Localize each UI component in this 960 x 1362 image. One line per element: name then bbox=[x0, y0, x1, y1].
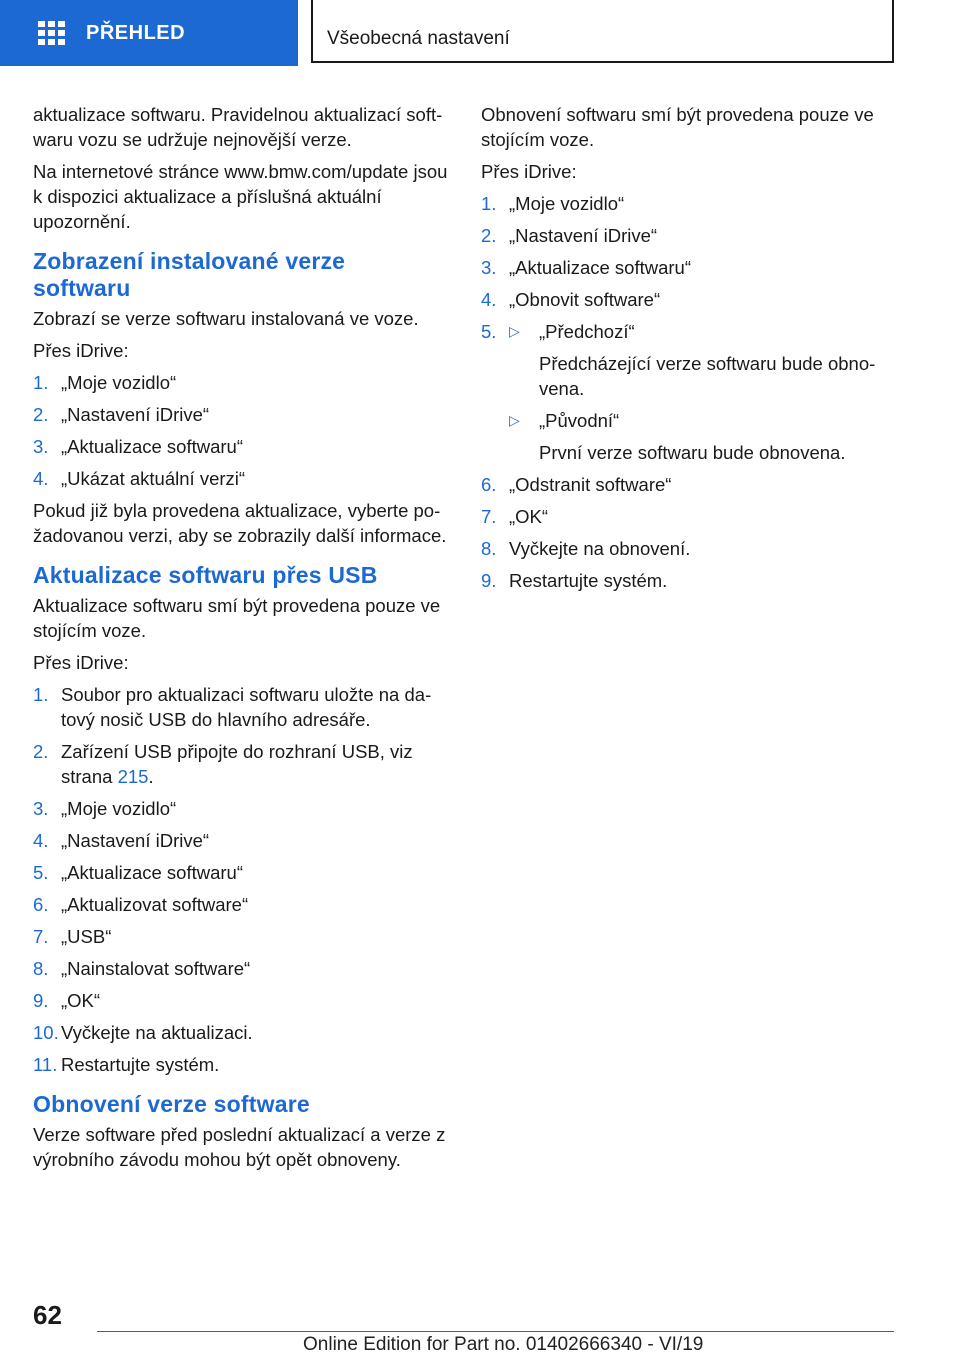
left-column bbox=[33, 102, 448, 1179]
paragraph: Aktualizace softwaru smí být provedena pouze ve stojícím voze. bbox=[33, 595, 441, 641]
option-sublist bbox=[509, 319, 891, 465]
list-item: 8. „Nainstalovat software“ bbox=[33, 958, 251, 979]
list-item: 10. Vyčkejte na aktualizaci. bbox=[33, 1022, 253, 1043]
list-item: 5. „Aktualizace softwaru“ bbox=[33, 862, 243, 883]
list-item: 9. „OK“ bbox=[33, 990, 101, 1011]
list-item: 7. „USB“ bbox=[33, 926, 112, 947]
list-item: 2. Zařízení USB připojte do rozhraní USB, viz strana 215. bbox=[33, 741, 413, 787]
paragraph: Na internetové stránce www.bmw.com/update jsou k dispozici aktualizace a příslušná aktuální upozornění. bbox=[33, 161, 448, 232]
list-item: 3. „Aktualizace softwaru“ bbox=[481, 257, 691, 278]
paragraph: Přes iDrive: bbox=[33, 340, 129, 361]
list-item: 6. „Aktualizovat software“ bbox=[33, 894, 249, 915]
overview-nav-button[interactable] bbox=[0, 0, 298, 66]
list-item: 3. „Aktualizace softwaru“ bbox=[33, 436, 243, 457]
paragraph: Verze software před poslední aktualizací a verze z výrobního závodu mohou být opět obnoveny. bbox=[33, 1124, 446, 1170]
sublist-item: ▷ „Původní“ První verze softwaru bude obnovena. bbox=[509, 410, 846, 463]
page-number: 62 bbox=[33, 1300, 62, 1330]
heading-installed-version: Zobrazení instalované verze softwaru bbox=[33, 248, 346, 301]
overview-nav-label: PŘEHLED bbox=[86, 21, 186, 44]
footer-edition-text: Online Edition for Part no. 01402666340 - VI/19 bbox=[303, 1334, 704, 1355]
list-item: 9. Restartujte systém. bbox=[481, 570, 668, 591]
sublist-item: ▷ „Předchozí“ Předcházející verze softwaru bude obnovena. bbox=[509, 321, 876, 399]
list-item: 8. Vyčkejte na obnovení. bbox=[481, 538, 691, 559]
paragraph: Pokud již byla provedena aktualizace, vyberte požadovanou verzi, aby se zobrazily další informace. bbox=[33, 500, 447, 546]
list-item: 4. „Nastavení iDrive“ bbox=[33, 830, 210, 851]
page-link[interactable]: 215 bbox=[117, 766, 149, 787]
paragraph: Zobrazí se verze softwaru instalovaná ve voze. bbox=[33, 308, 419, 329]
usb-steps-list bbox=[33, 682, 448, 1077]
heading-usb-update: Aktualizace softwaru přes USB bbox=[33, 562, 378, 588]
list-item: 2. „Nastavení iDrive“ bbox=[33, 404, 210, 425]
list-item: 5. ▷ „Předchozí“ Předcházející verze softwaru bude obnovena. ▷ „Původní“ První verze softwaru bude obnovena. bbox=[481, 319, 891, 465]
list-item: 1. „Moje vozidlo“ bbox=[33, 372, 177, 393]
list-item: 4. „Obnovit software“ bbox=[481, 289, 661, 310]
list-item: 11. Restartujte systém. bbox=[33, 1054, 220, 1075]
right-column bbox=[481, 102, 891, 600]
list-item: 4. „Ukázat aktuální verzi“ bbox=[33, 468, 246, 489]
grid-menu-icon bbox=[38, 21, 66, 45]
restore-steps-list bbox=[481, 191, 891, 593]
footer-divider bbox=[97, 1331, 894, 1332]
section-title-box bbox=[311, 0, 894, 63]
paragraph: Obnovení softwaru smí být provedena pouze ve stojícím voze. bbox=[481, 104, 874, 150]
heading-restore-version: Obnovení verze software bbox=[33, 1091, 310, 1117]
section-title: Všeobecná nastavení bbox=[327, 28, 510, 49]
list-item: 1. Soubor pro aktualizaci softwaru uložte na datový nosič USB do hlavního adresáře. bbox=[33, 684, 432, 730]
page-header bbox=[0, 0, 960, 68]
installed-steps-list bbox=[33, 370, 448, 491]
list-item: 6. „Odstranit software“ bbox=[481, 474, 672, 495]
list-item: 3. „Moje vozidlo“ bbox=[33, 798, 177, 819]
list-item: 1. „Moje vozidlo“ bbox=[481, 193, 625, 214]
paragraph: aktualizace softwaru. Pravidelnou aktualizací softwaru vozu se udržuje nejnovější verze. bbox=[33, 104, 443, 150]
triangle-bullet-icon: ▷ bbox=[509, 412, 520, 428]
paragraph: Přes iDrive: bbox=[481, 161, 577, 182]
triangle-bullet-icon: ▷ bbox=[509, 323, 520, 339]
list-item: 2. „Nastavení iDrive“ bbox=[481, 225, 658, 246]
list-item: 7. „OK“ bbox=[481, 506, 549, 527]
paragraph: Přes iDrive: bbox=[33, 652, 129, 673]
